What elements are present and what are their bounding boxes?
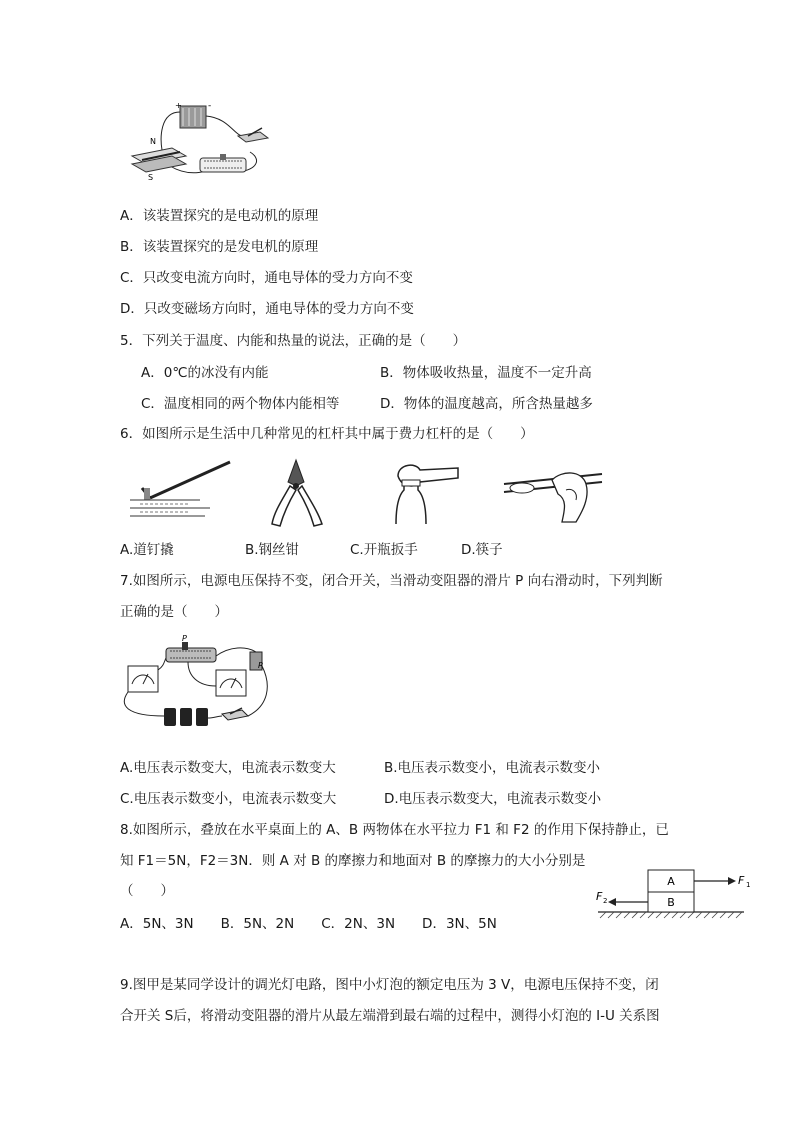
q8-figure-stacked-blocks [594,868,784,920]
battery-plus-label: + [175,101,182,110]
q9-line2: 合开关 S后，将滑动变阻器的滑片从最左端滑到最右端的过程中，测得小灯泡的 I-U 关系图 [120,1008,660,1024]
bottle-opener-drawing [392,460,462,524]
q6-option-c: C.开瓶扳手 [350,542,418,558]
q5-option-a: A．0℃的冰没有内能 [141,365,269,381]
block-a-label: A [667,875,675,888]
q6-figure-spike-crowbar [130,458,234,524]
block-b-label: B [667,896,675,909]
blocks-force-drawing [594,868,784,920]
magnet-south-label: S [148,173,154,182]
q6-option-d: D.筷子 [461,542,503,558]
force-f1-subscript: 1 [746,881,751,889]
q8-stem-line1: 8.如图所示，叠放在水平桌面上的 A、B 两物体在水平拉力 F1 和 F2 的作用下保持静止，已 [120,822,669,838]
force-f2-label: F [596,890,603,903]
q6-figure-bottle-opener [392,460,462,524]
q8-stem-line3: （ ） [120,883,174,899]
battery-minus-label: - [208,101,212,111]
magnet-north-label: N [150,137,156,146]
q7-option-b: B.电压表示数变小，电流表示数变小 [384,760,601,776]
q7-option-d: D.电压表示数变大，电流表示数变小 [384,791,602,807]
q9-line1: 9.图甲是某同学设计的调光灯电路，图中小灯泡的额定电压为 3 V，电源电压保持不变，闭 [120,977,659,993]
q6-figure-chopsticks [502,460,606,526]
force-f2-subscript: 2 [603,897,608,905]
q7-stem-line2: 正确的是（ ） [120,604,228,620]
q5-option-c: C．温度相同的两个物体内能相等 [141,396,340,412]
q6-option-a: A.道钉撬 [120,542,174,558]
q4-option-a: A．该装置探究的是电动机的原理 [120,208,319,224]
q7-circuit-drawing [118,636,278,732]
q4-figure-motor-apparatus [120,98,280,184]
q8-options: A．5N、3N B．5N、2N C．2N、3N D．3N、5N [120,916,497,932]
q7-option-a: A.电压表示数变大，电流表示数变大 [120,760,336,776]
q4-option-b: B．该装置探究的是发电机的原理 [120,239,319,255]
q6-figure-pliers [266,456,328,528]
q6-option-b: B.钢丝钳 [245,542,300,558]
motor-apparatus-drawing [120,98,280,184]
q7-stem-line1: 7.如图所示，电源电压保持不变，闭合开关，当滑动变阻器的滑片 P 向右滑动时，下列判断 [120,573,663,589]
q7-option-c: C.电压表示数变小，电流表示数变大 [120,791,337,807]
crowbar-drawing [130,458,234,524]
q6-stem: 6．如图所示是生活中几种常见的杠杆其中属于费力杠杆的是（ ） [120,426,534,442]
q7-figure-circuit [118,636,278,732]
resistor-r-label: R [258,661,264,670]
q5-stem: 5．下列关于温度、内能和热量的说法，正确的是（ ） [120,333,467,349]
q4-option-c: C．只改变电流方向时，通电导体的受力方向不变 [120,270,413,286]
pliers-drawing [266,456,328,528]
q5-option-b: B．物体吸收热量，温度不一定升高 [380,365,592,381]
chopsticks-drawing [502,460,606,526]
q4-option-d: D．只改变磁场方向时，通电导体的受力方向不变 [120,301,414,317]
force-f1-label: F [738,874,745,887]
slider-p-label: P [182,634,187,643]
q5-option-d: D．物体的温度越高，所含热量越多 [380,396,593,412]
q8-stem-line2: 知 F1＝5N，F2＝3N．则 A 对 B 的摩擦力和地面对 B 的摩擦力的大小分别是 [120,853,586,869]
